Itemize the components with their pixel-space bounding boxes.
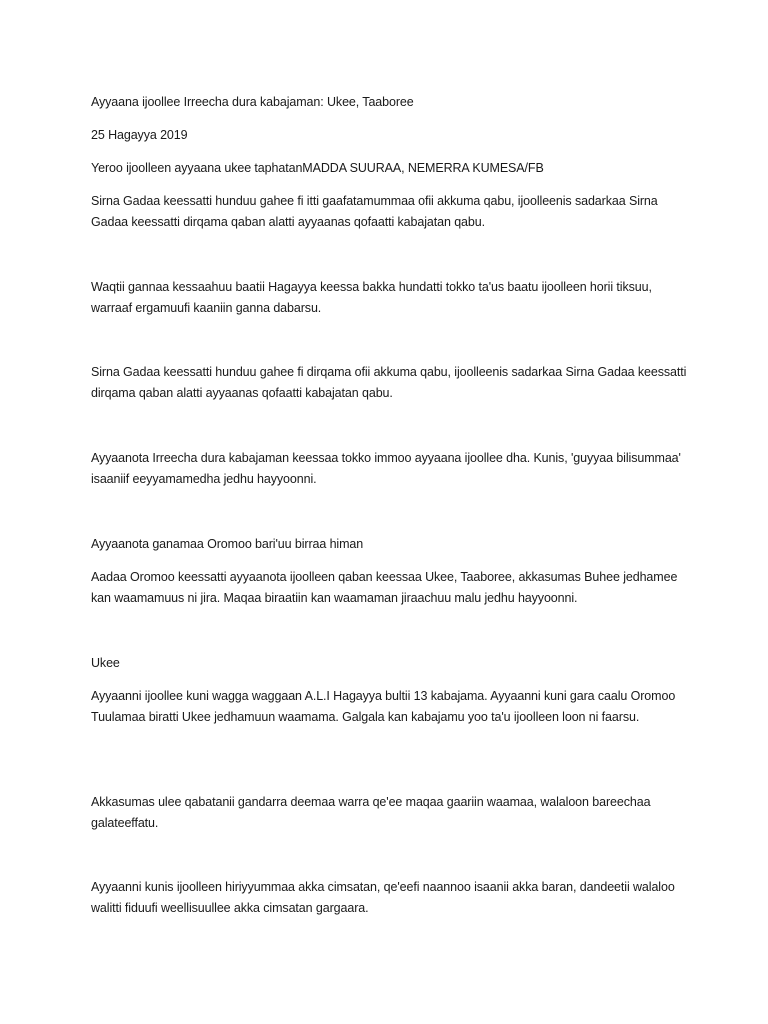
paragraph-1: Sirna Gadaa keessatti hunduu gahee fi itti gaafatamummaa ofii akkuma qabu, ijoolleenis sadarkaa Sirna Gadaa keessatti dirqama qaban alatti ayyaanas qofaatti kabajatan qabu. <box>91 194 658 229</box>
ukee-heading: Ukee <box>91 656 120 670</box>
photo-caption: Yeroo ijoolleen ayyaana ukee taphatanMADDA SUURAA, NEMERRA KUMESA/FB <box>91 161 544 175</box>
ukee-paragraph-1: Ayyaanni ijoollee kuni wagga waggaan A.L.I Hagayya bultii 13 kabajama. Ayyaanni kuni gara caalu Oromoo Tuulamaa biratti Ukee jedhamuun waamama. Galgala kan kabajamu yoo ta'u ijoolleen loon ni faarsu. <box>91 689 676 724</box>
ukee-paragraph-3: Ayyaanni kunis ijoolleen hiriyyummaa akka cimsatan, qe'eefi naannoo isaanii akka baran, dandeetii walaloo walitti fiduufi weellisuullee akka cimsatan gargaara. <box>91 880 675 915</box>
paragraph-3: Sirna Gadaa keessatti hunduu gahee fi dirqama ofii akkuma qabu, ijoolleenis sadarkaa Sirna Gadaa keessatti dirqama qaban alatti ayyaanas qofaatti kabajatan qabu. <box>91 365 687 400</box>
article-title: Ayyaana ijoollee Irreecha dura kabajaman: Ukee, Taaboree <box>91 95 414 109</box>
paragraph-2: Waqtii gannaa kessaahuu baatii Hagayya keessa bakka hundatti tokko ta'us baatu ijoolleen horii tiksuu, warraaf ergamuufi kaaniin ganna dabarsu. <box>91 280 652 315</box>
section-heading: Ayyaanota ganamaa Oromoo bari'uu birraa himan <box>91 537 364 551</box>
paragraph-4: Ayyaanota Irreecha dura kabajaman keessaa tokko immoo ayyaana ijoollee dha. Kunis, 'guyyaa bilisummaa' isaaniif eeyyamamedha jedhu hayyoonni. <box>91 451 681 486</box>
section-paragraph: Aadaa Oromoo keessatti ayyaanota ijoolleen qaban keessaa Ukee, Taaboree, akkasumas Buhee jedhamee kan waamamuus ni jira. Maqaa biraatiin kan waamaman jiraachuu malu jedhu hayyoonni. <box>91 570 678 605</box>
article-date: 25 Hagayya 2019 <box>91 128 188 142</box>
ukee-paragraph-2: Akkasumas ulee qabatanii gandarra deemaa warra qe'ee maqaa gaariin waamaa, walaloon bareechaa galateeffatu. <box>91 795 651 830</box>
